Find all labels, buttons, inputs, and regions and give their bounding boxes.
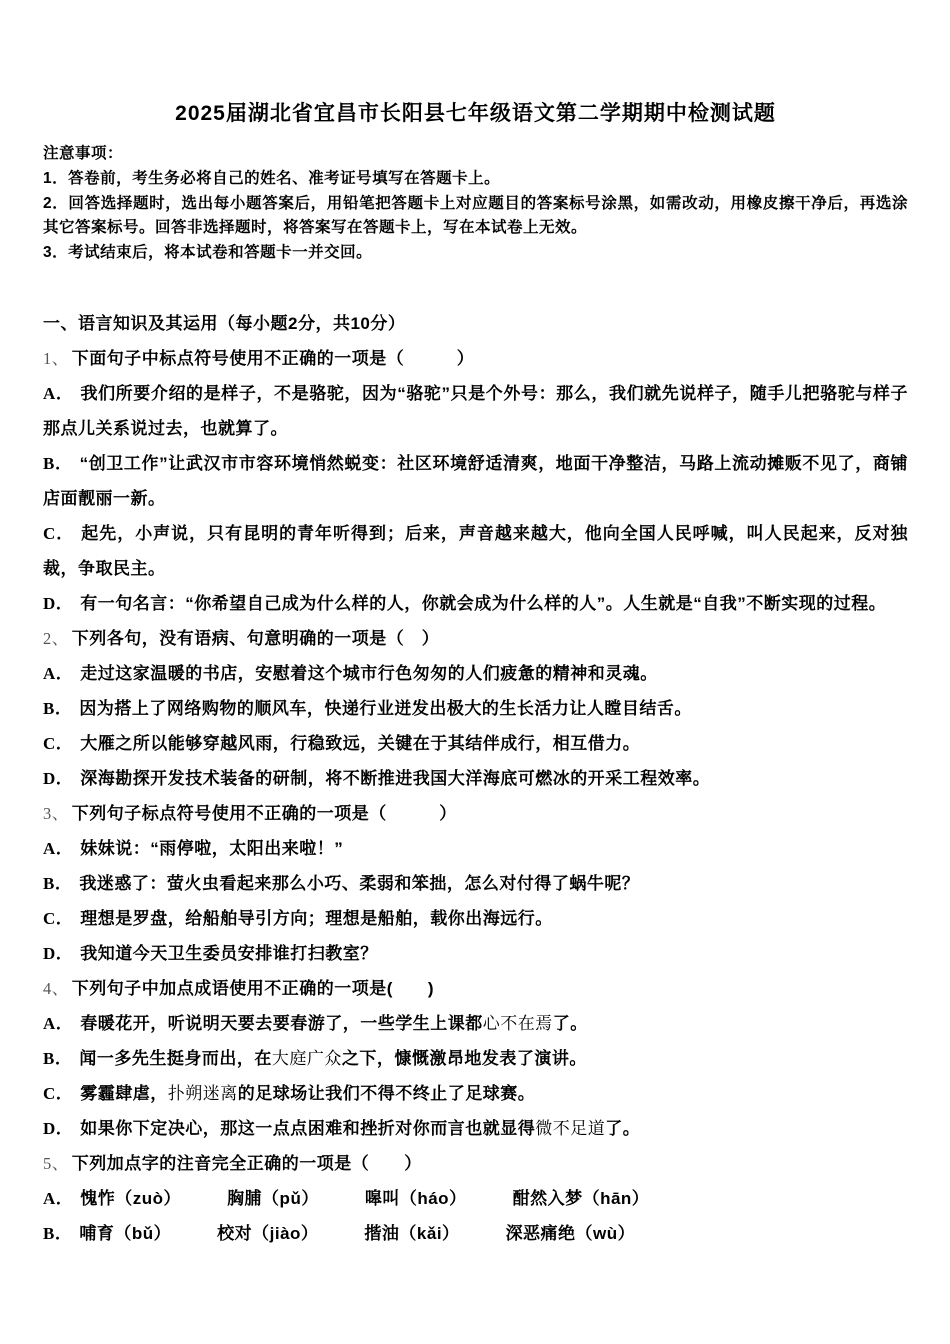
notice-item-1: 1．答卷前，考生务必将自己的姓名、准考证号填写在答题卡上。: [43, 169, 501, 187]
question-3-text: 下列句子标点符号使用不正确的一项是（ ）: [71, 803, 457, 823]
option-text: 闻一多先生挺身而出，在大庭广众之下，慷慨激昂地发表了演讲。: [79, 1048, 587, 1068]
question-5-number: 5、: [43, 1153, 69, 1173]
notice-heading: 注意事项：: [43, 145, 124, 162]
option-text: 大雁之所以能够穿越风雨，行稳致远，关键在于其结伴成行，相互借力。: [80, 733, 641, 753]
option-label: B．: [43, 1048, 73, 1068]
section-1: [43, 306, 908, 1251]
option-label: A．: [43, 1188, 74, 1208]
option-label: C．: [43, 908, 74, 928]
option-label: D．: [43, 1118, 74, 1138]
option-text: 因为搭上了网络购物的顺风车，快递行业迸发出极大的生长活力让人瞠目结舌。: [79, 698, 692, 718]
option-text: 有一句名言：“你希望自己成为什么样的人，你就会成为什么样的人”。人生就是“自我”不断实现的过程。: [80, 593, 887, 613]
question-2-option-d: [43, 761, 908, 796]
option-label: B．: [43, 873, 73, 893]
question-3-stem: [43, 796, 908, 831]
question-1-option-a: [43, 376, 908, 446]
pinyin-item-group: 愧怍（zuò） 胸脯（pǔ） 嗥叫（háo） 酣然入梦（hān）: [80, 1188, 650, 1208]
question-2-stem: [43, 621, 908, 656]
option-text: 理想是罗盘，给船舶导引方向；理想是船舶，载你出海远行。: [80, 908, 553, 928]
option-text: 我们所要介绍的是样子，不是骆驼，因为“骆驼”只是个外号：那么，我们就先说样子，随手儿把骆驼与样子那点儿关系说过去，也就算了。: [43, 383, 909, 438]
question-2-option-c: [43, 726, 908, 761]
question-4-number: 4、: [43, 978, 69, 998]
question-4-option-a: [43, 1006, 908, 1041]
question-2-text: 下列各句，没有语病、句意明确的一项是（ ）: [71, 628, 440, 648]
question-2-option-b: [43, 691, 908, 726]
option-label: D．: [43, 943, 74, 963]
question-1-text: 下面句子中标点符号使用不正确的一项是（ ）: [71, 348, 475, 368]
option-label: A．: [43, 383, 74, 403]
option-label: D．: [43, 768, 74, 788]
option-label: C．: [43, 733, 74, 753]
question-2-option-a: [43, 656, 908, 691]
question-1-option-b: [43, 446, 908, 516]
option-text: 春暖花开，听说明天要去要春游了，一些学生上课都心不在焉了。: [80, 1013, 588, 1033]
option-label: B．: [43, 453, 73, 473]
question-4-option-b: [43, 1041, 908, 1076]
question-1-stem: [43, 341, 908, 376]
pinyin-item-group: 哺育（bǔ） 校对（jiào） 揩油（kǎi） 深恶痛绝（wù）: [79, 1223, 636, 1243]
question-3-option-a: [43, 831, 908, 866]
exam-title: 2025届湖北省宜昌市长阳县七年级语文第二学期期中检测试题: [175, 102, 776, 125]
question-5-option-a: [43, 1181, 908, 1216]
notice-block: [43, 142, 908, 266]
option-text: 起先，小声说，只有昆明的青年听得到；后来，声音越来越大，他向全国人民呼喊，叫人民起来，反对独裁，争取民主。: [43, 523, 908, 578]
option-text: 我迷惑了：萤火虫看起来那么小巧、柔弱和笨拙，怎么对付得了蜗牛呢？: [79, 873, 640, 893]
option-text: 深海勘探开发技术装备的研制，将不断推进我国大洋海底可燃冰的开采工程效率。: [80, 768, 711, 788]
question-1-option-c: [43, 516, 908, 586]
question-4-option-c: [43, 1076, 908, 1111]
option-text: “创卫工作”让武汉市市容环境悄然蜕变：社区环境舒适清爽，地面干净整洁，马路上流动摊贩不见了，商铺店面靓丽一新。: [43, 453, 909, 508]
question-3-option-d: [43, 936, 908, 971]
notice-item-2: 2．回答选择题时，选出每小题答案后，用铅笔把答题卡上对应题目的答案标号涂黑，如需改动，用橡皮擦干净后，再选涂其它答案标号。回答非选择题时，将答案写在答题卡上，写在本试卷上无效。: [43, 194, 908, 237]
option-label: A．: [43, 663, 74, 683]
question-3-option-b: [43, 866, 908, 901]
option-label: A．: [43, 1013, 74, 1033]
option-label: B．: [43, 1223, 73, 1243]
option-text: 妹妹说：“雨停啦，太阳出来啦！”: [80, 838, 344, 858]
question-4-option-d: [43, 1111, 908, 1146]
question-2-number: 2、: [43, 628, 69, 648]
option-label: D．: [43, 593, 74, 613]
question-5-option-b: [43, 1216, 908, 1251]
question-1-number: 1、: [43, 348, 69, 368]
question-3-number: 3、: [43, 803, 69, 823]
option-label: C．: [43, 1083, 74, 1103]
option-label: B．: [43, 698, 73, 718]
notice-item-3: 3．考试结束后，将本试卷和答题卡一并交回。: [43, 244, 373, 262]
option-label: A．: [43, 838, 74, 858]
question-4-text: 下列句子中加点成语使用不正确的一项是( ): [71, 978, 435, 998]
section-heading: 一、语言知识及其运用（每小题2分，共10分）: [43, 313, 406, 333]
question-1-option-d: [43, 586, 908, 621]
option-label: C．: [43, 523, 75, 543]
option-text: 走过这家温暖的书店，安慰着这个城市行色匆匆的人们疲惫的精神和灵魂。: [80, 663, 658, 683]
question-4-stem: [43, 971, 908, 1006]
option-text: 如果你下定决心，那这一点点困难和挫折对你而言也就显得微不足道了。: [80, 1118, 641, 1138]
option-text: 我知道今天卫生委员安排谁打扫教室？: [80, 943, 378, 963]
question-3-option-c: [43, 901, 908, 936]
option-text: 雾霾肆虐，扑朔迷离的足球场让我们不得不终止了足球赛。: [80, 1083, 536, 1103]
question-5-stem: [43, 1146, 908, 1181]
question-5-text: 下列加点字的注音完全正确的一项是（ ）: [71, 1153, 422, 1173]
